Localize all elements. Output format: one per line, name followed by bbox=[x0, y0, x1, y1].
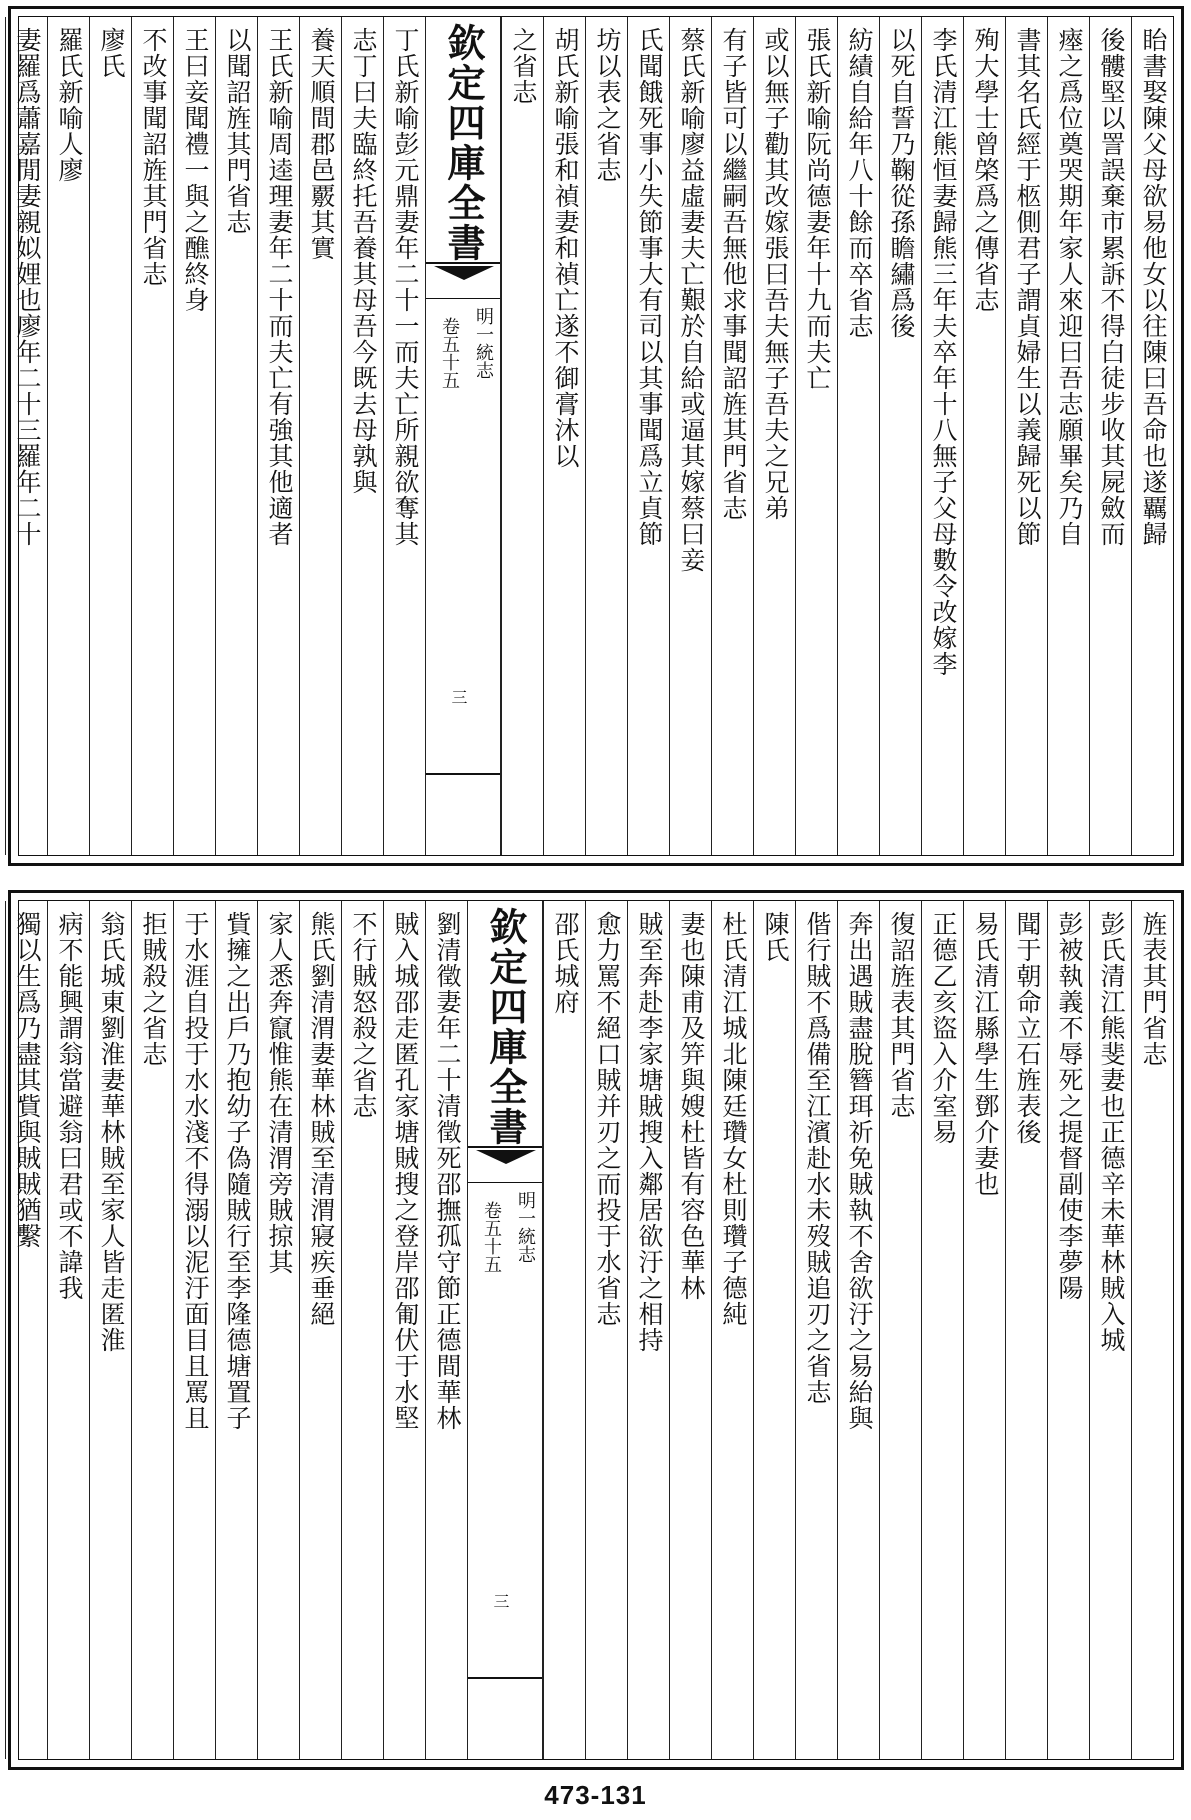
text-column: 奔出遇賊盡脫簪珥祈免賊執不舍欲汙之易紿與 bbox=[837, 901, 879, 1759]
text-column: 杜氏清江城北陳廷瓚女杜則瓚子德純 bbox=[711, 901, 753, 1759]
fish-tail-mark bbox=[426, 262, 500, 299]
text-column: 不行賊怒殺之省志 bbox=[341, 901, 383, 1759]
lower-page bbox=[8, 890, 1184, 1770]
text-column: 王氏新喻周逵理妻年二十而夫亡有強其他適者 bbox=[257, 17, 299, 855]
text-column: 殉大學士曾棨爲之傳省志 bbox=[963, 17, 1005, 855]
center-gutter bbox=[425, 17, 501, 855]
text-column: 賊入城邵走匿孔家塘賊搜之登岸邵匍伏于水堅 bbox=[383, 901, 425, 1759]
text-column: 彭被執義不辱死之提督副使李夢陽 bbox=[1047, 901, 1089, 1759]
text-column: 蔡氏新喻廖益虛妻夫亡艱於自給或逼其嫁蔡曰妾 bbox=[669, 17, 711, 855]
text-column: 邵氏城府 bbox=[543, 901, 585, 1759]
fish-tail-mark bbox=[468, 1146, 542, 1183]
leaf-number: 三 bbox=[491, 1593, 510, 1609]
text-column: 或以無子勸其改嫁張曰吾夫無子吾夫之兄弟 bbox=[753, 17, 795, 855]
text-column: 氏聞餓死事小失節事大有司以其事聞爲立貞節 bbox=[627, 17, 669, 855]
gutter-rule bbox=[426, 773, 500, 775]
upper-page-text-block bbox=[13, 16, 1174, 856]
text-column: 紡績自給年八十餘而卒省志 bbox=[837, 17, 879, 855]
upper-page bbox=[8, 6, 1184, 866]
text-column: 家人悉奔竄惟熊在清渭旁賊掠其 bbox=[257, 901, 299, 1759]
text-column: 書其名氏經于柩側君子謂貞婦生以義歸死以節 bbox=[1005, 17, 1047, 855]
text-column: 之省志 bbox=[501, 17, 543, 855]
text-column: 志丁曰夫臨終托吾養其母吾今既去母孰與 bbox=[341, 17, 383, 855]
book-series-title: 欽定四庫全書 bbox=[483, 907, 528, 1147]
text-column: 張氏新喻阮尚德妻年十九而夫亡 bbox=[795, 17, 837, 855]
text-column: 以聞詔旌其門省志 bbox=[215, 17, 257, 855]
text-column: 以死自誓乃鞠從孫瞻繡爲後 bbox=[879, 17, 921, 855]
text-column: 貲擁之出戶乃抱幼子偽隨賊行至李隆德塘置子 bbox=[215, 901, 257, 1759]
center-gutter bbox=[467, 901, 543, 1759]
text-column: 坊以表之省志 bbox=[585, 17, 627, 855]
text-column: 有子皆可以繼嗣吾無他求事聞詔旌其門省志 bbox=[711, 17, 753, 855]
book-title: 明一統志 bbox=[473, 307, 494, 379]
text-column: 病不能興謂翁當避翁曰君或不諱我 bbox=[47, 901, 89, 1759]
text-column: 陳氏 bbox=[753, 901, 795, 1759]
text-column: 羅氏新喻人廖 bbox=[47, 17, 89, 855]
text-column: 養天順間郡邑覈其實 bbox=[299, 17, 341, 855]
text-column: 胡氏新喻張和禎妻和禎亡遂不御膏沐以 bbox=[543, 17, 585, 855]
text-column: 妻羅爲蕭嘉閒妻親姒娌也廖年二十三羅年二十 bbox=[5, 17, 47, 855]
juan-number: 卷五十五 bbox=[481, 1201, 502, 1273]
text-column: 旌表其門省志 bbox=[1131, 901, 1173, 1759]
text-column: 妻也陳甫及笄與嫂杜皆有容色華林 bbox=[669, 901, 711, 1759]
text-column: 易氏清江縣學生鄧介妻也 bbox=[963, 901, 1005, 1759]
text-column: 王曰妾聞禮一與之醮終身 bbox=[173, 17, 215, 855]
text-column: 熊氏劉清渭妻華林賊至清渭寢疾垂絕 bbox=[299, 901, 341, 1759]
text-column: 于水涯自投于水水淺不得溺以泥汙面目且罵且 bbox=[173, 901, 215, 1759]
book-series-title: 欽定四庫全書 bbox=[441, 23, 486, 263]
gutter-rule bbox=[468, 1677, 542, 1679]
lower-page-text-block bbox=[13, 900, 1174, 1760]
text-column: 劉清徵妻年二十清徵死邵撫孤守節正德間華林 bbox=[425, 901, 467, 1759]
page-number: 473-131 bbox=[544, 1780, 647, 1810]
leaf-number: 三 bbox=[449, 689, 468, 705]
book-title: 明一統志 bbox=[515, 1191, 536, 1263]
text-column: 廖氏 bbox=[89, 17, 131, 855]
text-column: 不改事聞詔旌其門省志 bbox=[131, 17, 173, 855]
text-column: 賊至奔赴李家塘賊搜入鄰居欲汙之相持 bbox=[627, 901, 669, 1759]
juan-number: 卷五十五 bbox=[439, 317, 460, 389]
text-column: 正德乙亥盜入介室易 bbox=[921, 901, 963, 1759]
text-column: 復詔旌表其門省志 bbox=[879, 901, 921, 1759]
text-column: 彭氏清江熊斐妻也正德辛未華林賊入城 bbox=[1089, 901, 1131, 1759]
text-column: 翁氏城東劉淮妻華林賊至家人皆走匿淮 bbox=[89, 901, 131, 1759]
text-column: 聞于朝命立石旌表後 bbox=[1005, 901, 1047, 1759]
text-column: 獨以生爲乃盡其貲與賊賊猶繫 bbox=[5, 901, 47, 1759]
text-column: 瘞之爲位奠哭期年家人來迎曰吾志願畢矣乃自 bbox=[1047, 17, 1089, 855]
text-column: 李氏清江熊恒妻歸熊三年夫卒年十八無子父母數令改嫁李 bbox=[921, 17, 963, 855]
text-column: 拒賊殺之省志 bbox=[131, 901, 173, 1759]
text-column: 愈力罵不絕口賊并刃之而投于水省志 bbox=[585, 901, 627, 1759]
text-column: 偕行賊不爲備至江濱赴水未歿賊追刃之省志 bbox=[795, 901, 837, 1759]
text-column: 眙書娶陳父母欲易他女以往陳曰吾命也遂覊歸 bbox=[1131, 17, 1173, 855]
text-column: 丁氏新喻彭元鼎妻年二十一而夫亡所親欲奪其 bbox=[383, 17, 425, 855]
text-column: 後髏堅以詈誤棄市累訴不得白徒步收其屍斂而 bbox=[1089, 17, 1131, 855]
